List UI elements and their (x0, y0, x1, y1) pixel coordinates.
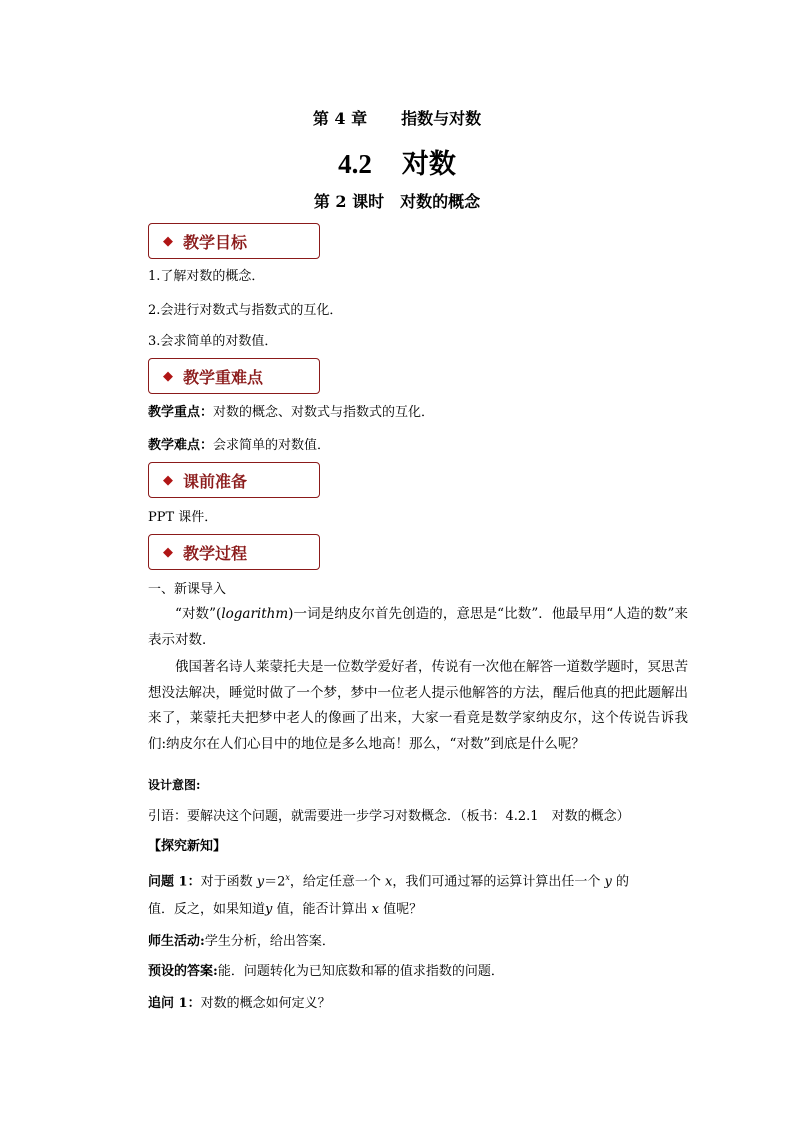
math-var: x (371, 902, 379, 917)
intro-paragraph-2: 俄国著名诗人莱蒙托夫是一位数学爱好者，传说有一次他在解答一道数学题时，冥思苦想没法解决，睡觉时做了一个梦，梦中一位老人提示他解答的方法，醒后他真的把此题解出来了，莱蒙托夫把梦中老人的像画了出来，大家一看竟是数学家纳皮尔，这个传说告诉我们:纳皮尔在人们心目中的地位是多么地高！那么，“对数”到底是什么呢？ (148, 659, 688, 752)
key-focus-line (148, 404, 434, 422)
design-intent-text: 引语：要解决这个问题，就需要进一步学习对数概念．（板书：4.2.1 对数的概念） (148, 809, 630, 824)
section-box-goals (148, 223, 320, 259)
answer-label: 预设的答案: (148, 964, 218, 979)
math-expr: ＝2 (264, 874, 286, 890)
section-box-key-points (148, 358, 320, 394)
question-1-label: 问题 1： (148, 874, 201, 890)
lesson-title: 对数的概念 (400, 192, 481, 211)
design-intent-label: 设计意图: (148, 778, 201, 792)
question-1-line-1 (148, 869, 629, 891)
lesson-number: 第 2 课时 (313, 192, 385, 211)
followup-line (148, 995, 331, 1013)
question-text: 值．反之，如果知道 (148, 902, 266, 917)
diamond-icon: ◆ (163, 544, 173, 560)
section-box-prep (148, 462, 320, 498)
section-title-goals: 教学目标 (183, 232, 248, 252)
question-text: 的 (611, 874, 629, 890)
activity-line (148, 933, 335, 951)
answer-text: 能．问题转化为已知底数和幂的值求指数的问题． (217, 964, 504, 979)
followup-label: 追问 1： (148, 996, 201, 1011)
activity-label: 师生活动: (148, 934, 205, 949)
intro-paragraph-1 (148, 602, 688, 653)
question-text: 值呢？ (378, 902, 423, 917)
answer-line (148, 963, 504, 981)
math-var: x (385, 874, 393, 890)
paragraph-text: )一词是纳皮尔首先创造的，意思是“比数”．他最早用“人造的数”来表示对数． (148, 606, 688, 648)
question-text: 值，能否计算出 (272, 902, 372, 917)
chapter-title: 指数与对数 (401, 109, 482, 128)
intro-heading: 一、新课导入 (148, 582, 227, 597)
activity-text: 学生分析，给出答案． (204, 934, 335, 949)
section-number: 4.2 (338, 149, 372, 179)
question-text: 对于函数 (200, 874, 257, 890)
question-text: ，给定任意一个 (289, 874, 386, 890)
question-text: ，我们可通过幂的运算计算出任一个 (392, 874, 605, 890)
chapter-number: 第 4 章 (312, 109, 368, 128)
diamond-icon: ◆ (163, 472, 173, 488)
question-1-line-2 (148, 901, 422, 919)
diamond-icon: ◆ (163, 233, 173, 249)
math-var: y (265, 902, 273, 917)
explore-heading: 【探究新知】 (148, 839, 227, 854)
chapter-heading (0, 106, 794, 129)
math-exponent: x (285, 873, 290, 882)
section-heading (0, 142, 794, 181)
followup-text: 对数的概念如何定义？ (200, 996, 331, 1011)
prep-text: PPT 课件． (148, 510, 218, 525)
key-difficulty-label: 教学难点： (148, 438, 214, 453)
key-focus-label: 教学重点： (148, 405, 214, 420)
diamond-icon: ◆ (163, 368, 173, 384)
key-difficulty-text: 会求简单的对数值． (213, 438, 331, 453)
key-difficulty-line (148, 437, 330, 455)
math-var: y (256, 874, 265, 890)
goal-item: 1.了解对数的概念． (148, 269, 265, 284)
section-title-process: 教学过程 (183, 543, 248, 563)
math-var: y (604, 874, 612, 890)
lesson-heading (0, 189, 794, 212)
section-title-prep: 课前准备 (183, 471, 248, 491)
section-title-key-points: 教学重难点 (183, 367, 264, 387)
section-title: 对数 (401, 149, 456, 180)
paragraph-text: “对数”( (175, 606, 222, 622)
goal-item: 3.会求简单的对数值． (148, 334, 278, 349)
term-logarithm: logarithm (221, 606, 289, 622)
key-focus-text: 对数的概念、对数式与指数式的互化． (213, 405, 435, 420)
section-box-process (148, 534, 320, 570)
goal-item: 2.会进行对数式与指数式的互化． (148, 303, 343, 318)
